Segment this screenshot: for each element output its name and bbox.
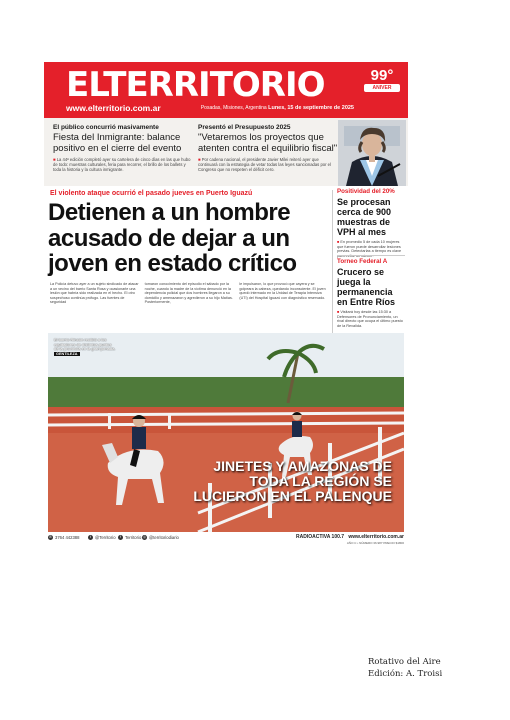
facebook-icon: f: [118, 535, 123, 540]
main-headline[interactable]: Detienen a un hombre acusado de dejar a un joven en estado crítico: [48, 199, 297, 277]
teaser-kicker: El público concurrió masivamente: [53, 124, 159, 131]
sidebar-story-vph[interactable]: [337, 188, 405, 258]
main-story-body: [50, 282, 328, 305]
masthead: [44, 62, 408, 118]
footer-site[interactable]: www.elterritorio.com.ar: [348, 534, 404, 540]
portrait-illustration: [338, 120, 406, 186]
caption-text: El barrio Rincón recibió a los equitadores de distintos puntos de la provincia en la gran jornada.: [54, 338, 116, 352]
anniversary-number: 99°: [370, 67, 394, 84]
sidebar-kicker: Torneo Federal A: [337, 258, 388, 265]
sidebar-divider: [337, 255, 405, 256]
newspaper-front-page: [44, 62, 408, 548]
photo-credit: GENTILEZA: [56, 351, 78, 356]
photo-headline[interactable]: JINETES Y AMAZONAS DE TODA LA REGIÓN SE LUCIERON EN EL PALENQUE: [193, 458, 392, 504]
teaser-headline: "Vetaremos los proyectos que atenten contra el equilibrio fiscal": [198, 132, 338, 154]
issue-meta: AÑO C • NÚMERO 36.987 PRECIO $1800: [346, 541, 404, 545]
instagram-icon: ◎: [142, 535, 147, 539]
credit-line-2: Edición: A. Troisi: [368, 669, 443, 679]
twitter-handle: @Territorio: [95, 535, 116, 540]
twitter-icon: t: [88, 535, 93, 540]
teaser-inmigrante[interactable]: [53, 124, 193, 172]
facebook-handle: Territorio: [125, 535, 142, 540]
teaser-body: ■ Por cadena nacional, el presidente Javier Milei reiteró ayer que continuará con la estrategia de vetar todas las leyes sancionadas por el Congreso que no respeten el déficit cero.: [198, 157, 338, 172]
photo-caption: [54, 338, 116, 356]
footer-bar: [44, 532, 408, 548]
teaser-presupuesto[interactable]: [198, 124, 338, 172]
location-text: Posadas, Misiones, Argentina: [200, 105, 267, 111]
sidebar-body: ■ En promedio 5 de cada 10 mujeres que fueron puede desarrollar lesiones previas. Detectarlas a tiempo es clave: [337, 240, 405, 258]
sidebar-headline: Se procesan cerca de 900 muestras de VPH al mes: [337, 197, 392, 237]
radio-brand: RADIOACTIVA 100.7: [296, 534, 345, 540]
dateline: [201, 105, 354, 111]
sidebar-story-crucero[interactable]: [337, 258, 405, 328]
teaser-headline: Fiesta del Inmigrante: balance positivo en el cierre del evento: [53, 132, 182, 154]
president-portrait: [338, 120, 406, 186]
whatsapp-icon: ✆: [49, 535, 52, 539]
credit-line-1: Rotativo del Aire: [368, 657, 441, 667]
footer-facebook[interactable]: [118, 535, 141, 540]
main-column-3: le impulsaron, lo que provocó que cayera y se golpeara la cabeza, quedando inconsciente. El joven quedó internado en la Unidad de Terapia Intensiva (UTI) del Hospital Iguazú con diagnóstico reservado.: [239, 282, 326, 300]
column-divider: [332, 190, 333, 340]
anniversary-badge: [364, 68, 400, 98]
newspaper-logo: ELTERRITORIO: [66, 65, 325, 105]
footer-whatsapp[interactable]: [48, 535, 79, 540]
main-column-1: La Policía detuvo ayer a un sujeto sindicado de atacar a un vecino del barrio Santa Rosa y ocasionarle una lesión que habría sido realizada en el hecho. El otro sospechoso continúa prófugo. Las fuentes de seguridad: [50, 282, 139, 305]
whatsapp-number: 3764 442388: [55, 535, 80, 540]
main-kicker: El violento ataque ocurrió el pasado jueves en Puerto Iguazú: [50, 190, 253, 197]
footer-instagram[interactable]: [142, 535, 179, 540]
anniversary-label: ANIVER: [364, 84, 400, 92]
instagram-handle: @territoriodiario: [149, 535, 179, 540]
sidebar-headline: Crucero se juega la permanencia en Entre Ríos: [337, 267, 396, 307]
main-column-2: tomaron conocimiento del episodio el sábado por la noche, cuando la madre de la víctima denunció en la dependencia policial que dos hombres llegaron a su domicilio y amenazaron y agredieron a su hijo Matías. Posteriormente,: [144, 282, 233, 305]
footer-twitter[interactable]: [88, 535, 116, 540]
masthead-url: www.elterritorio.com.ar: [66, 103, 161, 113]
sidebar-body: ■ Visitará hoy desde las 15:30 a Defensores de Pronunciamiento, un rival directo que ocupa el último puesto de la Revalida.: [337, 310, 405, 328]
teaser-body: ■ La 44ª edición completó ayer su cartelera de cinco días en las que hubo de todo: muestras culturales, feria para recorrer, el brillo de los ballets y toda la historia y la cultura inmigrante.: [53, 157, 193, 172]
teaser-kicker: Presentó el Presupuesto 2025: [198, 124, 291, 131]
sidebar-kicker: Positividad del 20%: [337, 188, 395, 195]
date-text: Lunes, 15 de septiembre de 2025: [268, 105, 354, 111]
